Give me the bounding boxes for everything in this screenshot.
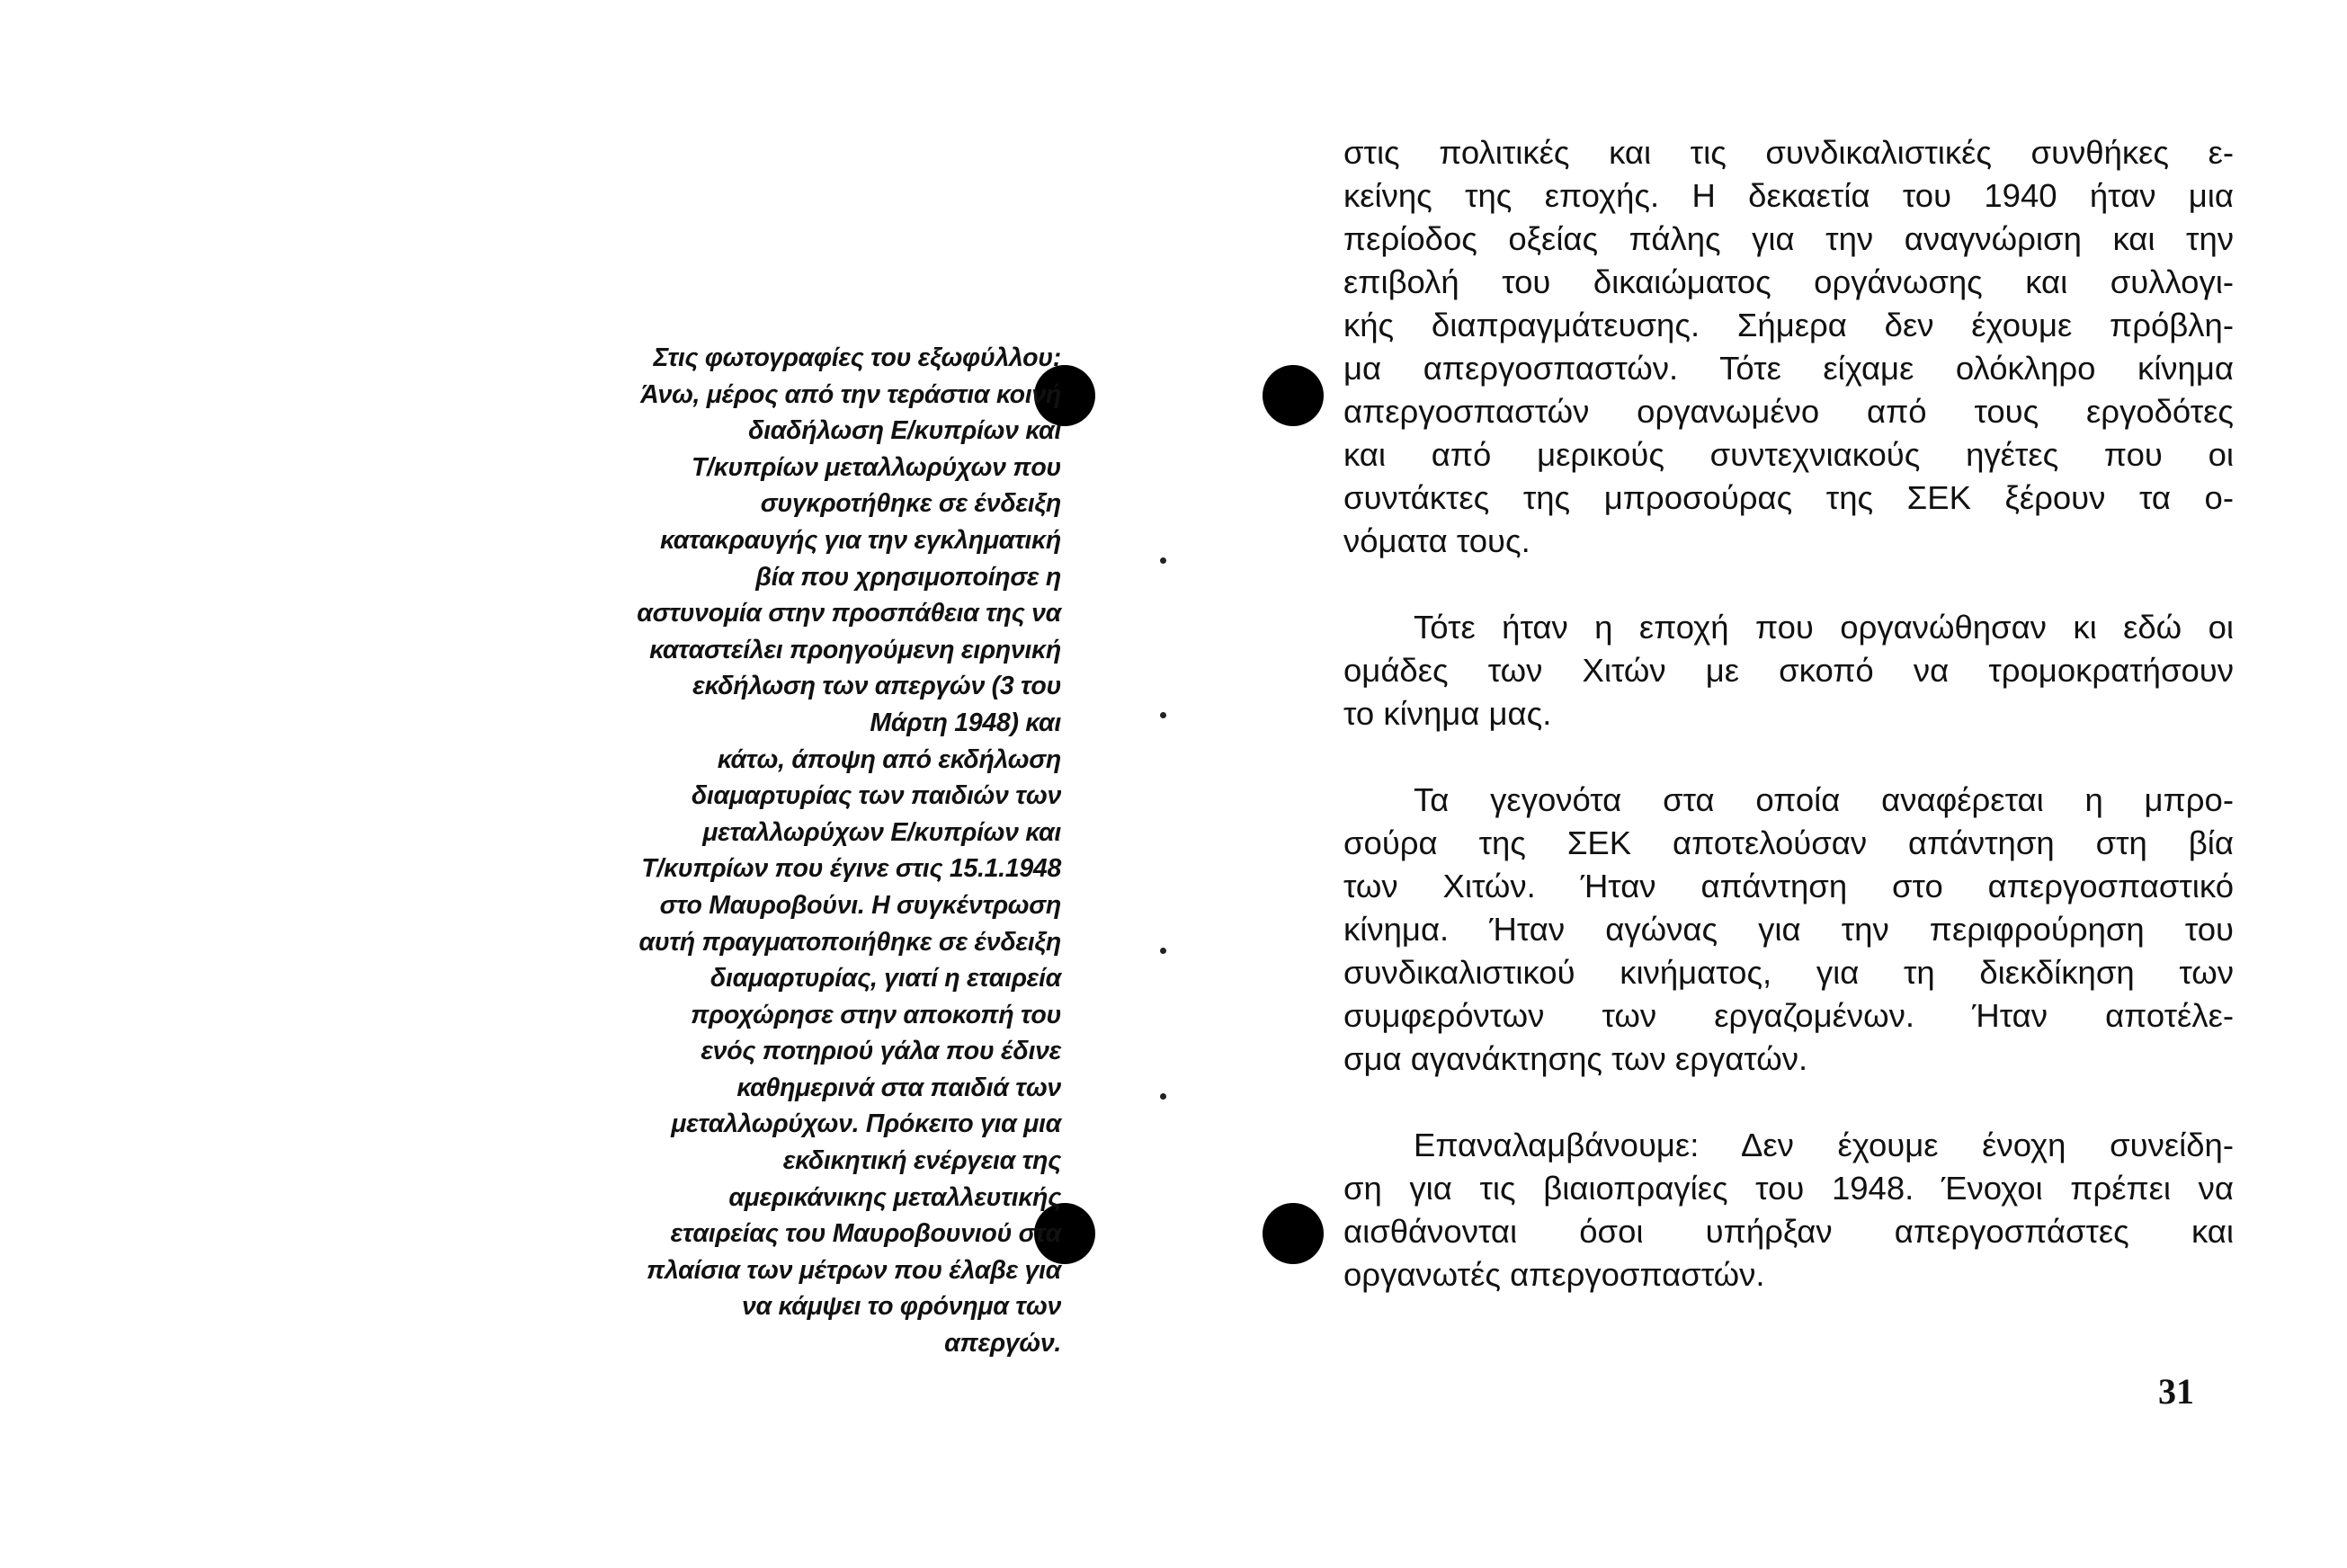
body-line: συντάκτες της μπροσούρας της ΣΕΚ ξέρουν τα ο-	[1343, 479, 2234, 516]
body-line: συνδικαλιστικού κινήματος, για τη διεκδίκηση των	[1343, 954, 2234, 991]
caption-line: αστυνομία στην προσπάθεια της να	[637, 599, 1061, 628]
caption-line: διαμαρτυρίας των παιδιών των	[691, 781, 1061, 811]
caption-line: διαμαρτυρίας, γιατί η εταιρεία	[709, 964, 1061, 993]
body-text-column	[1343, 131, 2234, 1296]
body-line: αισθάνονται όσοι υπήρξαν απεργοσπάστες και	[1343, 1213, 2234, 1250]
caption-line: μεταλλωρύχων. Πρόκειτο για μια	[671, 1109, 1061, 1139]
scan-speck	[1160, 557, 1166, 564]
caption-line: Μάρτη 1948) και	[870, 708, 1061, 737]
body-line: κείνης της εποχής. Η δεκαετία του 1940 ήταν μια	[1343, 177, 2234, 214]
body-line: ση για τις βιαιοπραγίες του 1948. Ένοχοι πρέπει να	[1343, 1170, 2234, 1207]
caption-line: να κάμψει το φρόνημα των	[741, 1292, 1061, 1322]
caption-line: βία που χρησιμοποίησε η	[755, 562, 1061, 592]
body-line: επιβολή του δικαιώματος οργάνωσης και συλλογι-	[1343, 263, 2234, 300]
caption-line: Τ/κυπρίων μεταλλωρύχων που	[691, 452, 1061, 482]
scan-speck	[1160, 712, 1166, 718]
caption-line: συγκροτήθηκε σε ένδειξη	[760, 489, 1061, 519]
caption-line: καθημερινά στα παιδιά των	[736, 1073, 1061, 1102]
paragraph-2	[1343, 606, 2234, 735]
scan-speck	[1160, 1093, 1166, 1100]
body-line: των Χιτών. Ήταν απάντηση στο απεργοσπαστικό	[1343, 868, 2234, 904]
caption-line: κατακραυγής για την εγκληματική	[659, 525, 1061, 555]
body-line: κίνημα. Ήταν αγώνας για την περιφρούρηση του	[1343, 911, 2234, 948]
caption-line: μεταλλωρύχων Ε/κυπρίων και	[702, 817, 1061, 847]
caption-line: εκδήλωση των απεργών (3 του	[692, 672, 1061, 701]
body-line: Τα γεγονότα στα οποία αναφέρεται η μπρο-	[1414, 781, 2234, 818]
caption-line: αυτή πραγματοποιήθηκε σε ένδειξη	[638, 927, 1061, 957]
body-line: σμα αγανάκτησης των εργατών.	[1343, 1040, 1808, 1077]
caption-line: ενός ποτηριού γάλα που έδινε	[701, 1037, 1061, 1066]
body-line: νόματα τους.	[1343, 522, 1530, 559]
body-line: περίοδος οξείας πάλης για την αναγνώριση και την	[1343, 220, 2234, 257]
body-line: ομάδες των Χιτών με σκοπό να τρομοκρατήσουν	[1343, 652, 2234, 689]
punch-hole-right-top	[1263, 365, 1324, 426]
body-line: απεργοσπαστών οργανωμένο από τους εργοδότες	[1343, 393, 2234, 430]
paragraph-3	[1343, 779, 2234, 1081]
scan-speck	[1160, 948, 1166, 954]
caption-line: εκδικητική ενέργεια της	[782, 1146, 1061, 1176]
body-line: μα απεργοσπαστών. Τότε είχαμε ολόκληρο κίνημα	[1343, 350, 2234, 387]
page-number: 31	[2158, 1371, 2194, 1412]
body-line: συμφερόντων των εργαζομένων. Ήταν αποτέλε-	[1343, 997, 2234, 1034]
body-line: το κίνημα μας.	[1343, 695, 1552, 732]
body-line: και από μερικούς συντεχνιακούς ηγέτες που οι	[1343, 436, 2234, 473]
caption-line: Άνω, μέρος από την τεράστια κοινή	[640, 379, 1061, 409]
body-line: κής διαπραγμάτευσης. Σήμερα δεν έχουμε πρόβλη-	[1343, 307, 2234, 343]
caption-line: στο Μαυροβούνι. Η συγκέντρωση	[659, 890, 1061, 920]
cover-photo-caption	[450, 340, 1061, 1362]
caption-line: εταιρείας του Μαυροβουνιού στα	[670, 1219, 1061, 1249]
caption-line: κάτω, άποψη από εκδήλωση	[717, 744, 1061, 774]
caption-line: Τ/κυπρίων που έγινε στις 15.1.1948	[641, 854, 1061, 884]
body-line: στις πολιτικές και τις συνδικαλιστικές συνθήκες ε-	[1343, 134, 2234, 171]
paragraph-1	[1343, 131, 2234, 563]
caption-line: καταστείλει προηγούμενη ειρηνική	[649, 635, 1061, 664]
caption-line: πλαίσια των μέτρων που έλαβε για	[647, 1255, 1061, 1285]
caption-line: απεργών.	[944, 1329, 1061, 1359]
body-line: Τότε ήταν η εποχή που οργανώθησαν κι εδώ οι	[1414, 609, 2234, 646]
caption-line: αμερικάνικης μεταλλευτικής	[728, 1182, 1061, 1212]
caption-line: Στις φωτογραφίες του εξωφύλλου:	[653, 343, 1061, 372]
body-line: σούρα της ΣΕΚ αποτελούσαν απάντηση στη βία	[1343, 824, 2234, 861]
caption-line: διαδήλωση Ε/κυπρίων και	[748, 416, 1061, 446]
paragraph-4	[1343, 1124, 2234, 1296]
punch-hole-right-bottom	[1263, 1203, 1324, 1264]
body-line: οργανωτές απεργοσπαστών.	[1343, 1256, 1765, 1293]
body-line: Επαναλαμβάνουμε: Δεν έχουμε ένοχη συνείδη-	[1414, 1127, 2234, 1163]
caption-line: προχώρησε στην αποκοπή του	[691, 1000, 1061, 1029]
